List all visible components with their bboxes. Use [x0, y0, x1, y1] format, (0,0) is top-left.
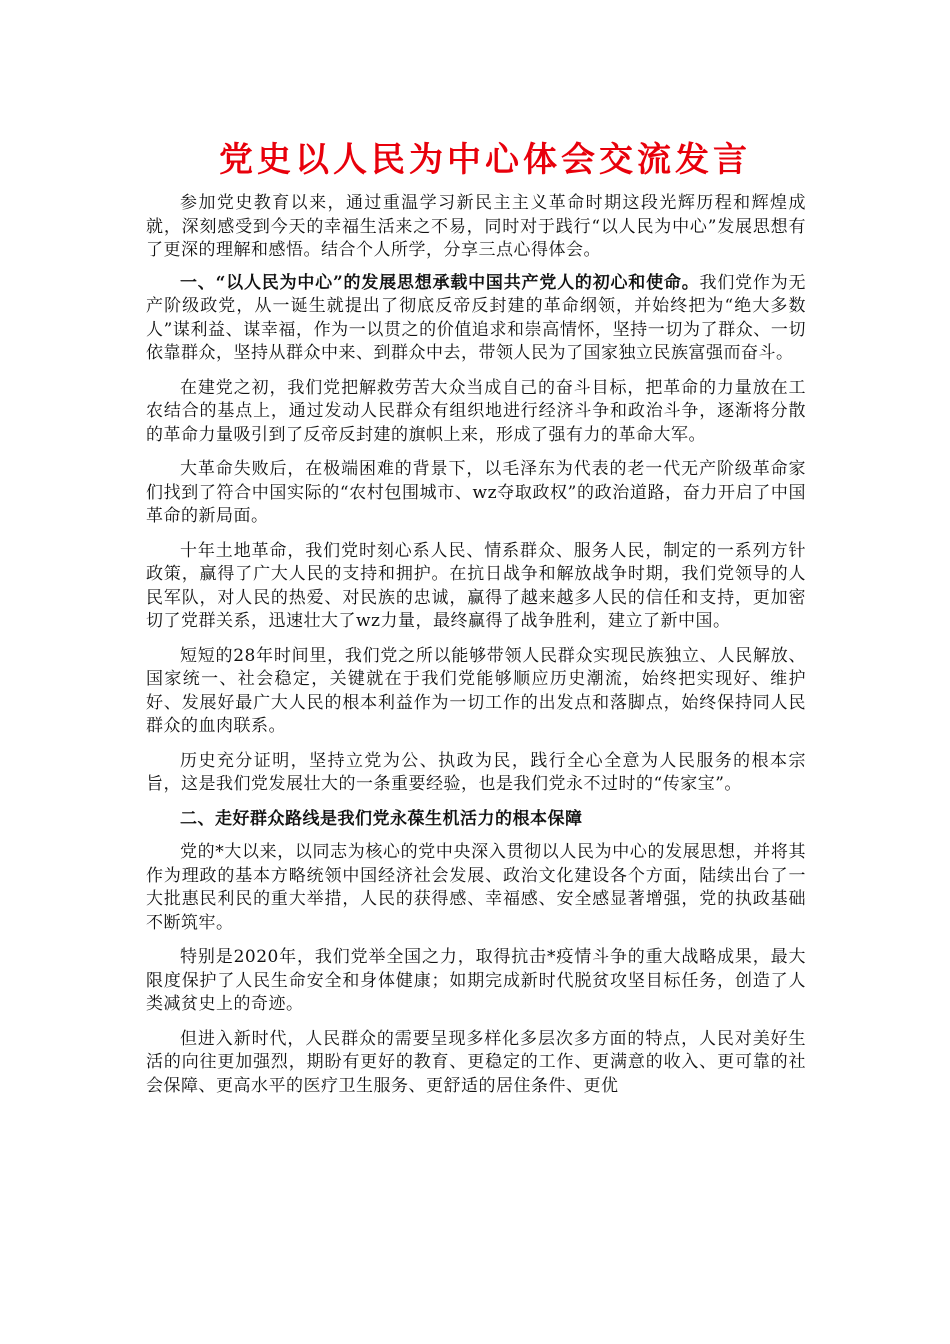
- paragraph: [146, 750, 806, 797]
- paragraph-text: 参加党史教育以来，通过重温学习新民主主义革命时期这段光辉历程和辉煌成就，深刻感受到今天的幸福生活来之不易，同时对于践行“以人民为中心”发展思想有了更深的理解和感悟。结合个人所学，分享三点心得体会。: [146, 193, 806, 260]
- paragraph-text: 短短的28年时间里，我们党之所以能够带领人民群众实现民族独立、人民解放、国家统一、社会稳定，关键就在于我们党能够顺应历史潮流，始终把实现好、维护好、发展好最广大人民的根本利益作为一切工作的出发点和落脚点，始终保持同人民群众的血肉联系。: [146, 645, 806, 736]
- paragraph: [146, 946, 806, 1017]
- paragraph: [146, 1028, 806, 1099]
- paragraph: [146, 458, 806, 529]
- paragraph-text: 十年土地革命，我们党时刻心系人民、情系群众、服务人民，制定的一系列方针政策，赢得了广大人民的支持和拥护。在抗日战争和解放战争时期，我们党领导的人民军队，对人民的热爱、对民族的忠诚，赢得了越来越多人民的信任和支持，更加密切了党群关系，迅速壮大了wz力量，最终赢得了战争胜利，建立了新中国。: [146, 540, 806, 631]
- paragraph-text: 特别是2020年，我们党举全国之力，取得抗击*疫情斗争的重大战略成果，最大限度保护了人民生命安全和身体健康；如期完成新时代脱贫攻坚目标任务，创造了人类减贫史上的奇迹。: [146, 947, 806, 1014]
- paragraph: [146, 540, 806, 634]
- document-page: [146, 128, 806, 1109]
- section-heading-two: [146, 808, 806, 832]
- paragraph: [146, 645, 806, 739]
- paragraph-text: 但进入新时代，人民群众的需要呈现多样化多层次多方面的特点，人民对美好生活的向往更加强烈，期盼有更好的教育、更稳定的工作、更满意的收入、更可靠的社会保障、更高水平的医疗卫生服务、更舒适的居住条件、更优: [146, 1028, 806, 1096]
- document-title: 党史以人民为中心体会交流发言: [219, 140, 751, 180]
- paragraph-text: 党的*大以来，以同志为核心的党中央深入贯彻以人民为中心的发展思想，并将其作为理政的基本方略统领中国经济社会发展、政治文化建设各个方面，陆续出台了一大批惠民利民的重大举措，人民的获得感、幸福感、安全感显著增强，党的执政基础不断筑牢。: [146, 842, 806, 933]
- heading-text: 二、走好群众路线是我们党永葆生机活力的根本保障: [180, 808, 583, 829]
- paragraph-intro: [146, 192, 806, 263]
- paragraph-text: 在建党之初，我们党把解救劳苦大众当成自己的奋斗目标，把革命的力量放在工农结合的基点上，通过发动人民群众有组织地进行经济斗争和政治斗争，逐渐将分散的革命力量吸引到了反帝反封建的旗帜上来，形成了强有力的革命大军。: [146, 377, 806, 445]
- paragraph-text: 我们党作为无产阶级政党，从一诞生就提出了彻底反帝反封建的革命纲领，并始终把为“绝大多数人”谋利益、谋幸福，作为一以贯之的价值追求和崇高情怀，坚持一切为了群众、一切依靠群众，坚持从群众中来、到群众中去，带领人民为了国家独立民族富强而奋斗。: [146, 272, 807, 363]
- section-heading-one: 一、“以人民为中心”的发展思想承载中国共产党人的初心和使命。: [180, 272, 700, 293]
- paragraph: [146, 377, 806, 448]
- paragraph-text: 历史充分证明，坚持立党为公、执政为民，践行全心全意为人民服务的根本宗旨，这是我们党发展壮大的一条重要经验，也是我们党永不过时的“传家宝”。: [146, 750, 806, 794]
- paragraph-text: 大革命失败后，在极端困难的背景下，以毛泽东为代表的老一代无产阶级革命家们找到了符合中国实际的“农村包围城市、wz夺取政权”的政治道路，奋力开启了中国革命的新局面。: [146, 459, 806, 526]
- paragraph-section-one: [146, 272, 806, 366]
- paragraph: [146, 841, 806, 935]
